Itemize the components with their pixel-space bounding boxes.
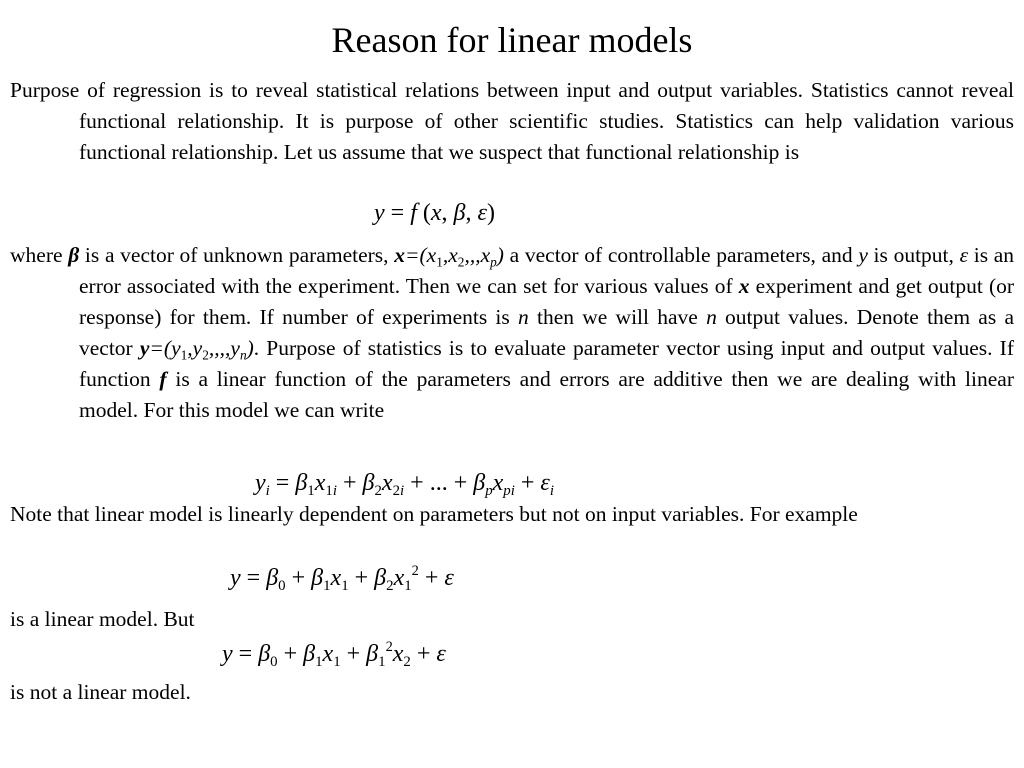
- slide-title: Reason for linear models: [331, 20, 693, 60]
- equation-nonlinear-example: $y = \beta_0 + \beta_1x_1 + \beta_1^2x_2 + \varepsilon$: [222, 638, 446, 671]
- vector-y-definition: $y=(y_1,y_2,,,,y_n)$: [139, 336, 254, 363]
- symbol-beta: β: [68, 243, 80, 267]
- text-p2g: output values. Denote them as a vector: [79, 305, 1014, 360]
- equation-functional-relationship: y = f (x, β, ε): [374, 200, 495, 226]
- text-p2h: . Purpose of statistics is to evaluate parameter vector using input and output values. If function: [79, 336, 1014, 391]
- text-p2e: experiment and get output (or response) for them. If number of experiments is: [79, 274, 1015, 329]
- equation-linear-model: $y_i = \beta_1x_{1i} + \beta_2x_{2i}$ + ... + $\beta_px_{pi} + \varepsilon_i$: [255, 470, 555, 500]
- symbol-epsilon: ε: [959, 243, 969, 267]
- text-where: where: [10, 243, 63, 267]
- text-p2f: then we will have: [537, 305, 698, 329]
- vector-x-definition: $x=(x_1,x_2,,,x_p)$: [394, 243, 504, 270]
- paragraph-purpose: Purpose of regression is to reveal statistical relations between input and output variables. Statistics cannot reveal functional relationship. It is purpose of other scientific studies. Statistics can help validation various functional relationship. Let us assume that we suspect that functional relationship is: [10, 78, 1014, 164]
- text-p2d: is an error associated with the experiment. Then we can set for various values of: [79, 243, 1015, 298]
- text-p2a: is a vector of unknown parameters,: [84, 243, 389, 267]
- text-p2c: is output,: [873, 243, 954, 267]
- symbol-f: f: [159, 367, 167, 391]
- paragraph-is-linear: is a linear model. But: [10, 607, 195, 631]
- symbol-y: y: [858, 243, 868, 267]
- symbol-x: x: [738, 274, 750, 298]
- text-p2b: a vector of controllable parameters, and: [509, 243, 853, 267]
- symbol-n-2: n: [706, 305, 717, 329]
- symbol-n: n: [518, 305, 529, 329]
- paragraph-note: Note that linear model is linearly dependent on parameters but not on input variables. For example: [10, 502, 858, 526]
- paragraph-where: [10, 240, 1014, 426]
- text-p2i: is a linear function of the parameters and errors are additive then we are dealing with linear model. For this model we can write: [79, 367, 1014, 422]
- paragraph-not-linear: is not a linear model.: [10, 680, 191, 704]
- equation-linear-example: $y = \beta_0 + \beta_1x_1 + \beta_2x_1^2 + \varepsilon$: [230, 562, 454, 595]
